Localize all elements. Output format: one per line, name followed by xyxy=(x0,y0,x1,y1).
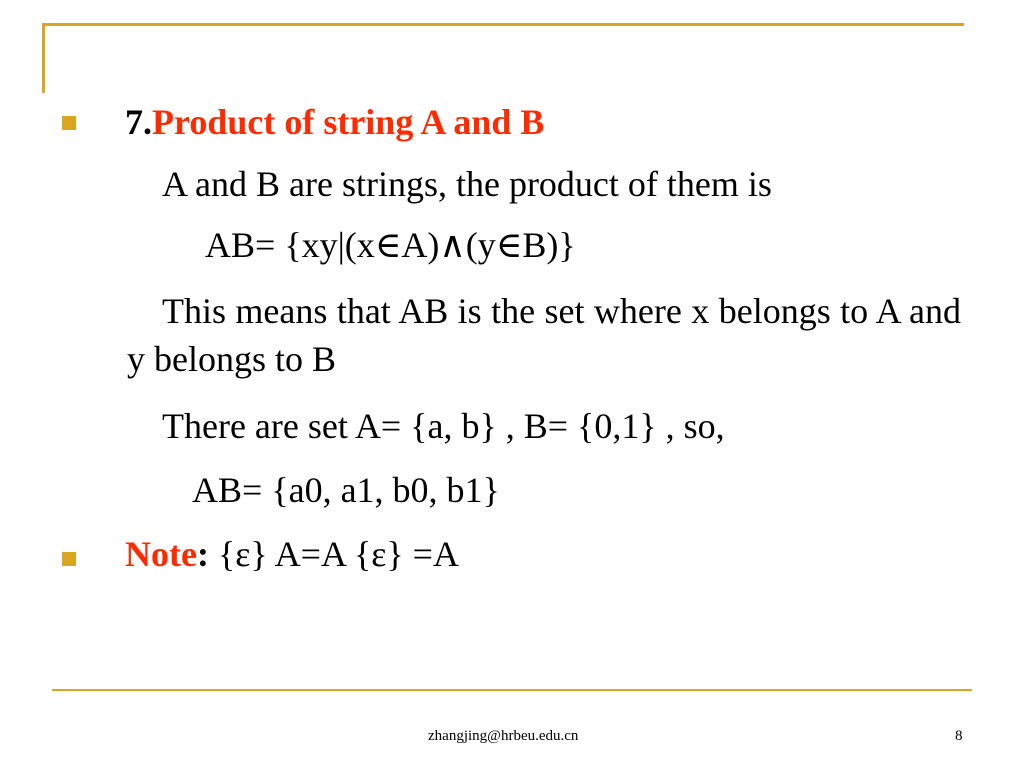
definition-line: A and B are strings, the product of them is xyxy=(162,164,772,204)
heading-title: Product of string A and B xyxy=(152,102,545,142)
note-label: Note xyxy=(125,534,197,574)
page-number: 8 xyxy=(955,728,963,744)
note-line xyxy=(125,534,459,574)
note-text: {ε} A=A {ε} =A xyxy=(208,534,459,574)
note-colon: : xyxy=(196,534,209,574)
left-border-line xyxy=(42,23,45,93)
heading xyxy=(125,102,544,142)
explanation-paragraph: This means that AB is the set where x belongs to A and y belongs to B xyxy=(127,291,961,379)
top-border-line xyxy=(42,23,964,26)
formula-line: AB= {xy|(x∈A)∧(y∈B)} xyxy=(205,225,576,265)
heading-number: 7. xyxy=(125,102,152,142)
result-line: AB= {a0, a1, b0, b1} xyxy=(192,470,500,510)
bullet-square xyxy=(62,116,76,130)
bullet-square xyxy=(62,552,76,566)
footer-email: zhangjing@hrbeu.edu.cn xyxy=(428,728,579,744)
example-line: There are set A= {a, b} , B= {0,1} , so, xyxy=(162,406,725,446)
footer-divider xyxy=(52,689,972,691)
